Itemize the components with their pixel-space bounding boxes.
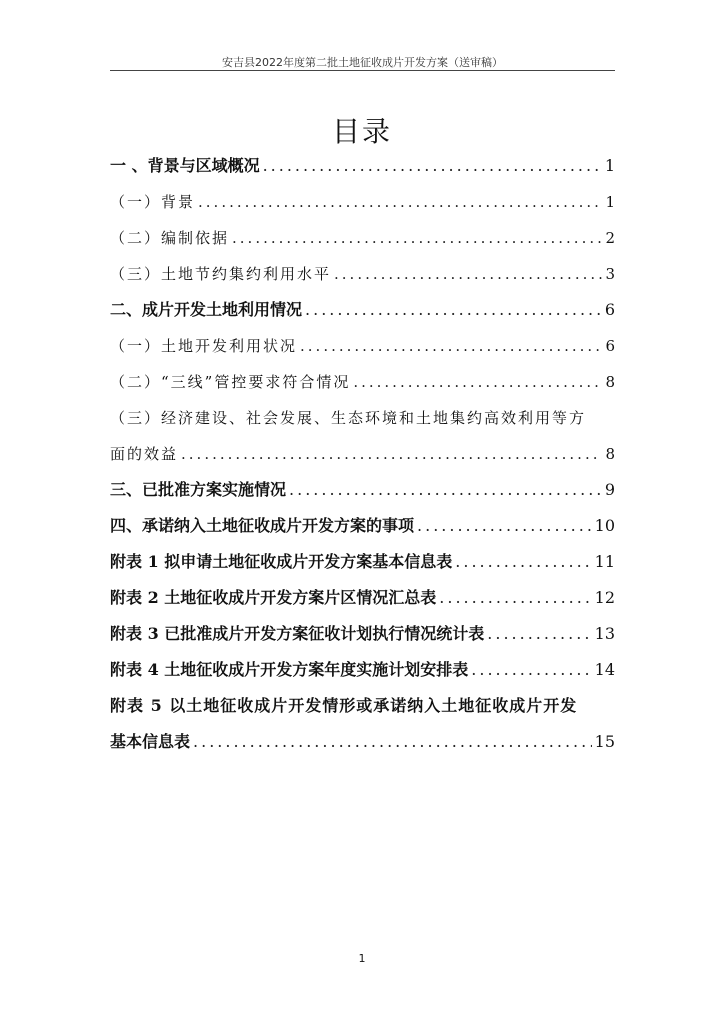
toc-entry-page: 3 [605, 265, 615, 283]
toc-entry-label: 附表 3 已批准成片开发方案征收计划执行情况统计表 [110, 624, 485, 643]
dot-leader [193, 724, 592, 760]
toc-entry-page: 13 [594, 624, 615, 643]
toc-entry-page: 6 [605, 337, 615, 355]
toc-entry-page: 6 [604, 300, 615, 319]
header-rule [110, 70, 615, 71]
dot-leader [305, 292, 602, 328]
toc-entry-appendix-3[interactable] [110, 616, 615, 652]
dot-leader [471, 652, 591, 688]
toc-entry-label: 四、承诺纳入土地征收成片开发方案的事项 [110, 516, 415, 535]
table-of-contents [110, 148, 615, 760]
dot-leader [289, 472, 602, 508]
toc-entry-label: （二）“三线”管控要求符合情况 [110, 373, 351, 391]
toc-entry-label: （一）土地开发利用状况 [110, 337, 298, 355]
toc-entry-1-1[interactable] [110, 184, 615, 220]
toc-entry-section-3[interactable] [110, 472, 615, 508]
toc-entry-section-4[interactable] [110, 508, 615, 544]
toc-entry-appendix-5-line1[interactable]: 附表 5 以土地征收成片开发情形或承诺纳入土地征收成片开发 [110, 696, 578, 715]
page-number: 1 [358, 952, 366, 965]
toc-entry-section-1[interactable] [110, 148, 615, 184]
dot-leader [439, 580, 591, 616]
toc-entry-page: 9 [604, 480, 615, 499]
dot-leader [487, 616, 591, 652]
toc-entry-page: 8 [605, 373, 615, 391]
dot-leader [232, 220, 602, 256]
toc-title: 目录 [331, 115, 392, 148]
toc-entry-label: 附表 1 拟申请土地征收成片开发方案基本信息表 [110, 552, 453, 571]
dot-leader [300, 328, 602, 364]
toc-entry-page: 2 [605, 229, 615, 247]
toc-entry-page: 1 [604, 156, 615, 175]
toc-entry-appendix-2[interactable] [110, 580, 615, 616]
toc-entry-1-3[interactable] [110, 256, 615, 292]
dot-leader [455, 544, 591, 580]
toc-entry-page: 10 [594, 516, 615, 535]
toc-entry-2-3-line1[interactable]: （三）经济建设、社会发展、生态环境和土地集约高效利用等方 [110, 409, 587, 427]
toc-entry-page: 12 [594, 588, 615, 607]
toc-entry-label: 二、成片开发土地利用情况 [110, 300, 303, 319]
dot-leader [417, 508, 592, 544]
toc-entry-label: 基本信息表 [110, 732, 191, 751]
toc-entry-page: 8 [605, 445, 615, 463]
dot-leader [263, 148, 602, 184]
toc-entry-section-2[interactable] [110, 292, 615, 328]
toc-entry-2-1[interactable] [110, 328, 615, 364]
toc-entry-appendix-4[interactable] [110, 652, 615, 688]
dot-leader [334, 256, 602, 292]
dot-leader [198, 184, 602, 220]
toc-entry-page: 14 [594, 660, 615, 679]
toc-entry-page: 15 [594, 732, 615, 751]
toc-entry-label: 附表 4 土地征收成片开发方案年度实施计划安排表 [110, 660, 469, 679]
toc-entry-page: 1 [605, 193, 615, 211]
toc-entry-2-3[interactable] [110, 436, 615, 472]
toc-entry-label: 面的效益 [110, 445, 179, 463]
toc-entry-label: 三、已批准方案实施情况 [110, 480, 287, 499]
toc-entry-label: 一 、背景与区域概况 [110, 156, 260, 175]
toc-entry-label: （二）编制依据 [110, 229, 230, 247]
toc-entry-label: 附表 2 土地征收成片开发方案片区情况汇总表 [110, 588, 437, 607]
dot-leader [181, 436, 602, 472]
toc-entry-appendix-1[interactable] [110, 544, 615, 580]
dot-leader [353, 364, 602, 400]
toc-entry-label: （一）背景 [110, 193, 196, 211]
toc-entry-appendix-5[interactable] [110, 724, 615, 760]
toc-entry-label: （三）土地节约集约利用水平 [110, 265, 332, 283]
toc-entry-page: 11 [594, 552, 615, 571]
toc-entry-1-2[interactable] [110, 220, 615, 256]
running-header: 安吉县2022年度第二批土地征收成片开发方案（送审稿） [222, 56, 503, 69]
toc-entry-2-2[interactable] [110, 364, 615, 400]
